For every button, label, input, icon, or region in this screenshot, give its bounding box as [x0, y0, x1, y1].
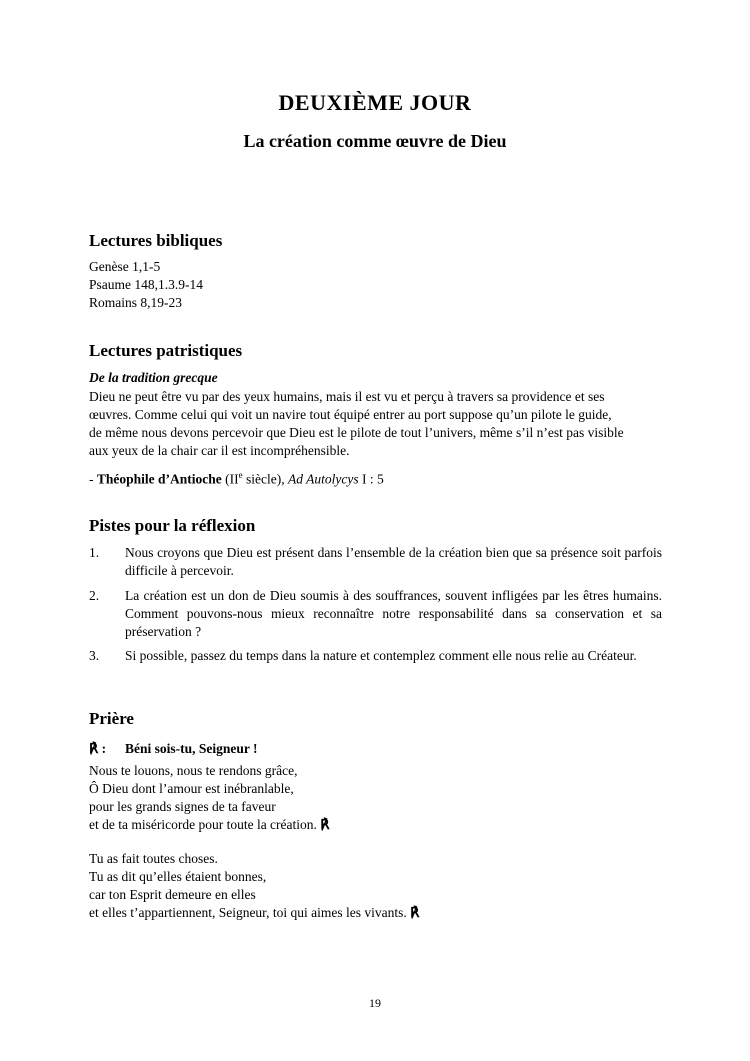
reflection-item-number: 3. — [89, 648, 100, 663]
prayer-line: pour les grands signes de ta faveur — [89, 799, 276, 814]
attribution-work: Ad Autolycys — [288, 471, 359, 487]
prayer-line-with-response — [89, 904, 662, 922]
reflection-item-text: Si possible, passez du temps dans la nature et contemplez comment elle nous relie au Créateur. — [125, 648, 637, 663]
reflection-item-number: 1. — [89, 545, 100, 560]
quote-line: Dieu ne peut être vu par des yeux humains, mais il est vu et perçu à travers sa providence et ses — [89, 389, 605, 404]
patristic-attribution — [89, 466, 662, 489]
biblical-reading: Romains 8,19-23 — [89, 295, 182, 310]
prayer-stanza-2 — [89, 850, 662, 922]
attribution-ref: I : 5 — [358, 471, 384, 487]
response-marker — [89, 740, 125, 758]
prayer-line: Tu as dit qu’elles étaient bonnes, — [89, 869, 267, 884]
response-symbol: ℟ — [320, 817, 330, 832]
prayer-heading: Prière — [89, 709, 134, 728]
page-number: 19 — [369, 996, 381, 1010]
biblical-reading: Psaume 148,1.3.9-14 — [89, 277, 203, 292]
attribution-century: (II — [221, 471, 239, 487]
biblical-reading: Genèse 1,1-5 — [89, 259, 161, 274]
attribution-author: Théophile d’Antioche — [96, 471, 222, 487]
prayer-line: Ô Dieu dont l’amour est inébranlable, — [89, 781, 294, 796]
attribution-century-close: siècle), — [242, 471, 288, 487]
page-subtitle: La création comme œuvre de Dieu — [243, 131, 507, 151]
prayer-line-with-response — [89, 816, 662, 834]
prayer-line: Tu as fait toutes choses. — [89, 851, 218, 866]
attribution-prefix: - — [89, 471, 97, 487]
quote-line: aux yeux de la chair car il est incompréhensible. — [89, 443, 350, 458]
response-text: Béni sois-tu, Seigneur ! — [125, 741, 258, 756]
response-symbol: ℟ — [89, 741, 99, 756]
quote-line: de même nous devons percevoir que Dieu est le pilote de tout l’univers, même s’il n’est pas visible — [89, 425, 624, 440]
patristic-heading: Lectures patristiques — [89, 341, 243, 360]
prayer-line: et de ta miséricorde pour toute la création. — [89, 817, 321, 832]
tradition-label: De la tradition grecque — [89, 370, 218, 385]
reflection-heading: Pistes pour la réflexion — [89, 516, 256, 535]
response-colon: : — [98, 741, 107, 756]
reflection-item-number: 2. — [89, 588, 100, 603]
biblical-heading: Lectures bibliques — [89, 231, 223, 250]
prayer-line: et elles t’appartiennent, Seigneur, toi qui aimes les vivants. — [89, 905, 411, 920]
prayer-response — [89, 740, 662, 758]
response-symbol: ℟ — [410, 905, 420, 920]
reflection-item-text: Nous croyons que Dieu est présent dans l’ensemble de la création bien que sa présence soit parfois difficile à percevoir. — [125, 545, 662, 578]
patristic-tradition — [89, 369, 662, 387]
quote-line: œuvres. Comme celui qui voit un navire tout équipé entrer au port suppose qu’un pilote le guide, — [89, 407, 612, 422]
page-title: DEUXIÈME JOUR — [278, 90, 472, 115]
biblical-list — [89, 258, 662, 312]
reflection-item-text: La création est un don de Dieu soumis à des souffrances, souvent infligées par les êtres humains. Comment pouvons-nous mieux reconnaître notre responsabilité dans sa conservation et sa préservation ? — [125, 588, 662, 639]
prayer-line: car ton Esprit demeure en elles — [89, 887, 256, 902]
patristic-quote — [89, 388, 662, 460]
attribution-century-sup: e — [238, 470, 243, 480]
prayer-line: Nous te louons, nous te rendons grâce, — [89, 763, 298, 778]
prayer-stanza-1 — [89, 762, 662, 834]
